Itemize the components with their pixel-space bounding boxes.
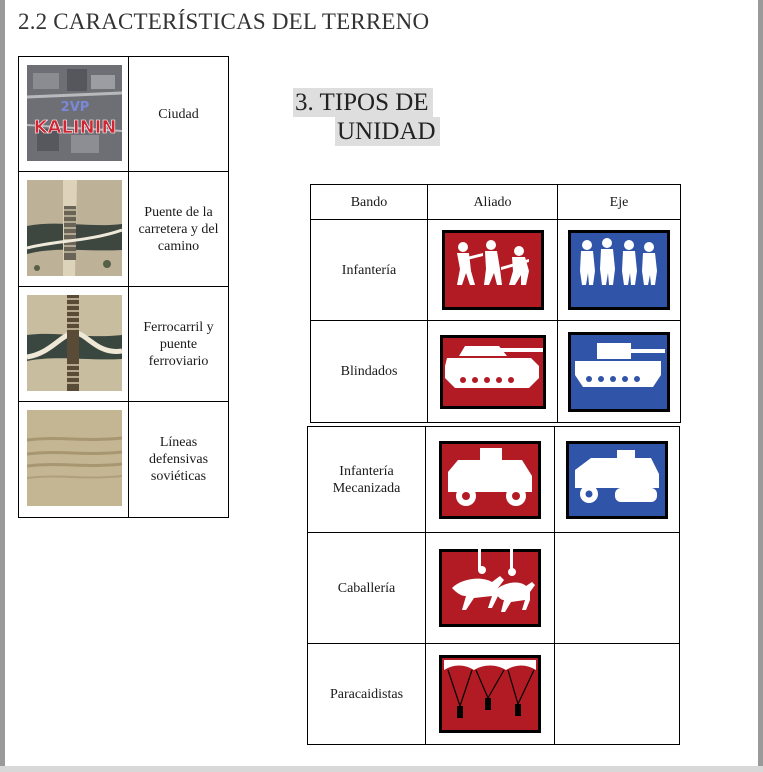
cell-axis-tank — [558, 321, 681, 423]
page-border-left — [0, 0, 5, 772]
city-terrain-image — [27, 65, 122, 161]
terrain-table — [18, 56, 229, 518]
road-bridge-image — [27, 180, 122, 276]
cell-allied-infantry — [428, 220, 558, 321]
allied-paratrooper-icon — [438, 654, 542, 734]
allied-cavalry-icon — [438, 548, 542, 628]
unit-label-paratroopers: Paracaidistas — [308, 644, 426, 745]
cell-allied-tank — [428, 321, 558, 423]
terrain-label: Líneas defensivas soviéticas — [148, 435, 209, 484]
cell-axis-infantry — [558, 220, 681, 321]
page-border-right — [758, 0, 763, 772]
axis-tank-icon — [567, 331, 671, 413]
unit-label-cavalry: Caballería — [308, 533, 426, 644]
cell-allied-mech — [426, 427, 555, 533]
units-title — [293, 88, 440, 146]
railway-bridge-image — [27, 295, 122, 391]
units-title-line1: 3. TIPOS DE — [293, 88, 433, 117]
terrain-label: Puente de la carretera y del camino — [138, 204, 219, 254]
terrain-row — [19, 287, 228, 402]
cell-axis-mech — [555, 427, 680, 533]
unit-label-armor: Blindados — [311, 321, 428, 423]
allied-tank-icon — [439, 334, 547, 410]
header-aliado: Aliado — [428, 185, 558, 220]
terrain-label: Ciudad — [158, 106, 199, 122]
page-border-bottom — [0, 766, 763, 772]
cell-allied-cavalry — [426, 533, 555, 644]
unit-label-infantry: Infantería — [311, 220, 428, 321]
units-table-bottom — [307, 426, 680, 745]
city-badge-text: 2VP — [60, 100, 90, 115]
units-title-line2: UNIDAD — [335, 117, 440, 146]
terrain-row — [19, 402, 228, 517]
axis-infantry-icon — [567, 229, 671, 311]
cell-axis-paratroopers-empty — [555, 644, 680, 745]
allied-armored-car-icon — [438, 440, 542, 520]
terrain-row — [19, 57, 228, 172]
cell-allied-paratroopers — [426, 644, 555, 745]
terrain-row — [19, 172, 228, 287]
soviet-defense-lines-image — [27, 410, 122, 506]
terrain-label: Ferrocarril y puente ferroviario — [143, 319, 214, 369]
axis-halftrack-icon — [565, 440, 669, 520]
unit-label-mech-infantry: Infantería Mecanizada — [308, 427, 426, 533]
units-table-top — [310, 184, 681, 423]
cell-axis-cavalry-empty — [555, 533, 680, 644]
header-bando: Bando — [311, 185, 428, 220]
section-title: 2.2 CARACTERÍSTICAS DEL TERRENO — [18, 9, 430, 34]
header-eje: Eje — [558, 185, 681, 220]
city-name-text: KALININ — [33, 117, 117, 138]
allied-infantry-icon — [441, 229, 545, 311]
